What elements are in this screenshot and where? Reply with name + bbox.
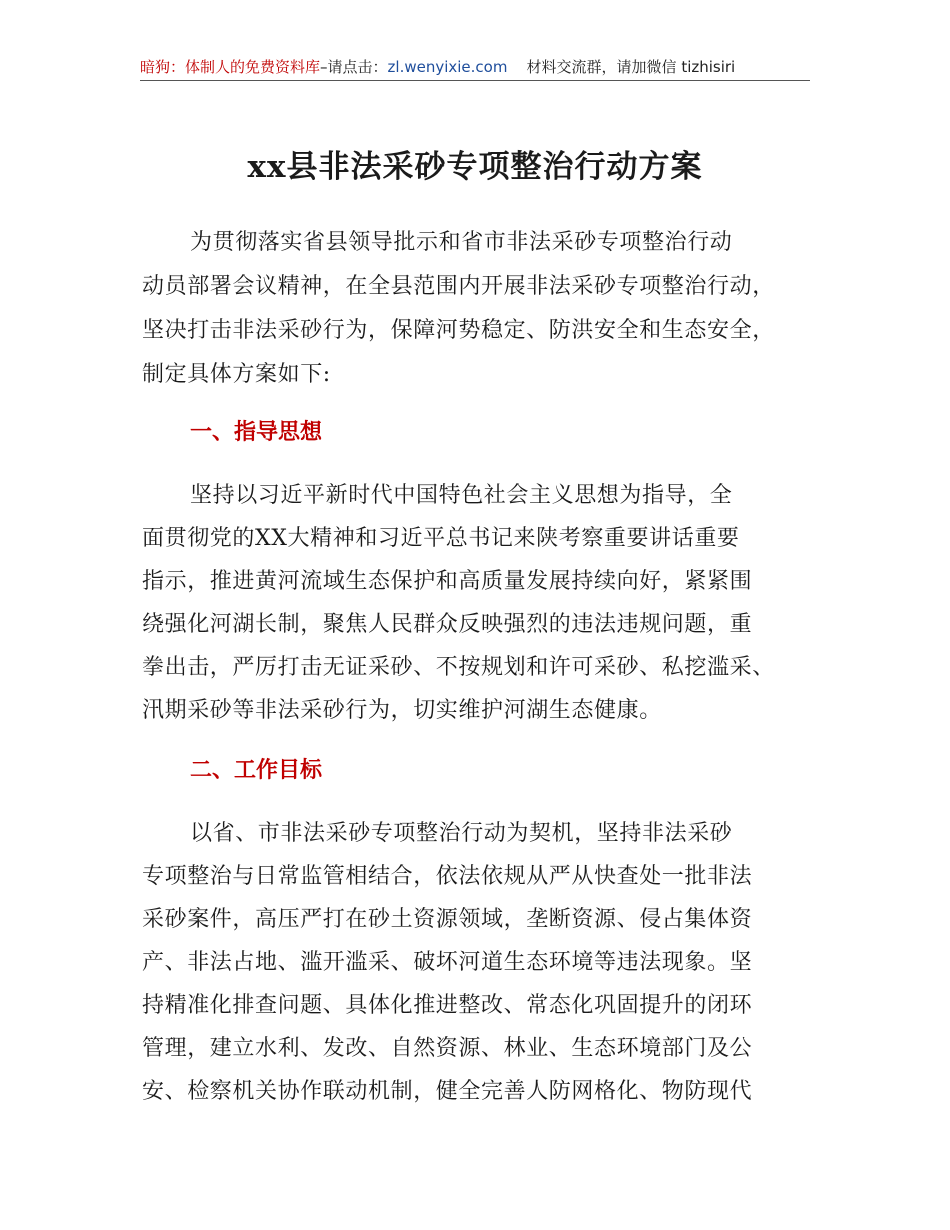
document-title: xx县非法采砂专项整治行动方案 (247, 149, 703, 185)
section2-line: 采砂案件，高压严打在砂土资源领域，垄断资源、侵占集体资 (142, 907, 753, 932)
section2-line: 管理，建立水利、发改、自然资源、林业、生态环境部门及公 (142, 1036, 753, 1061)
section2-line: 以省、市非法采砂专项整治行动为契机，坚持非法采砂 (190, 821, 733, 846)
intro-line: 制定具体方案如下: (142, 362, 331, 387)
section2-line: 专项整治与日常监管相结合，依法依规从严从快查处一批非法 (142, 864, 753, 889)
section1-line: 指示，推进黄河流域生态保护和高质量发展持续向好，紧紧围 (142, 569, 753, 594)
contact-info: 材料交流群，请加微信 tizhisiri (526, 58, 736, 76)
section1-line: 汛期采砂等非法采砂行为，切实维护河湖生态健康。 (142, 698, 662, 723)
section2-line: 持精准化排查问题、具体化推进整改、常态化巩固提升的闭环 (142, 993, 753, 1018)
section1-line: 坚持以习近平新时代中国特色社会主义思想为指导，全 (190, 483, 733, 508)
section-heading-work-goals: 二、工作目标 (190, 758, 323, 783)
click-prompt: –请点击： (320, 58, 388, 76)
site-link[interactable]: zl.wenyixie.com (387, 58, 508, 76)
section1-line: 绕强化河湖长制，聚焦人民群众反映强烈的违法违规问题，重 (142, 612, 753, 637)
site-name: 暗狗：体制人的免费资料库 (140, 58, 321, 76)
header-divider (140, 80, 810, 81)
intro-line: 为贯彻落实省县领导批示和省市非法采砂专项整治行动 (190, 230, 733, 255)
section2-line: 安、检察机关协作联动机制，健全完善人防网格化、物防现代 (142, 1079, 753, 1104)
page-header (140, 56, 810, 78)
section1-line: 拳出击，严厉打击无证采砂、不按规划和许可采砂、私挖滥采、 (142, 655, 775, 680)
intro-line: 动员部署会议精神，在全县范围内开展非法采砂专项整治行动， (142, 274, 775, 299)
section-heading-guiding-ideology: 一、指导思想 (190, 420, 323, 445)
section2-line: 产、非法占地、滥开滥采、破坏河道生态环境等违法现象。坚 (142, 950, 753, 975)
intro-line: 坚决打击非法采砂行为，保障河势稳定、防洪安全和生态安全， (142, 318, 775, 343)
section1-line: 面贯彻党的XX大精神和习近平总书记来陕考察重要讲话重要 (142, 526, 740, 551)
